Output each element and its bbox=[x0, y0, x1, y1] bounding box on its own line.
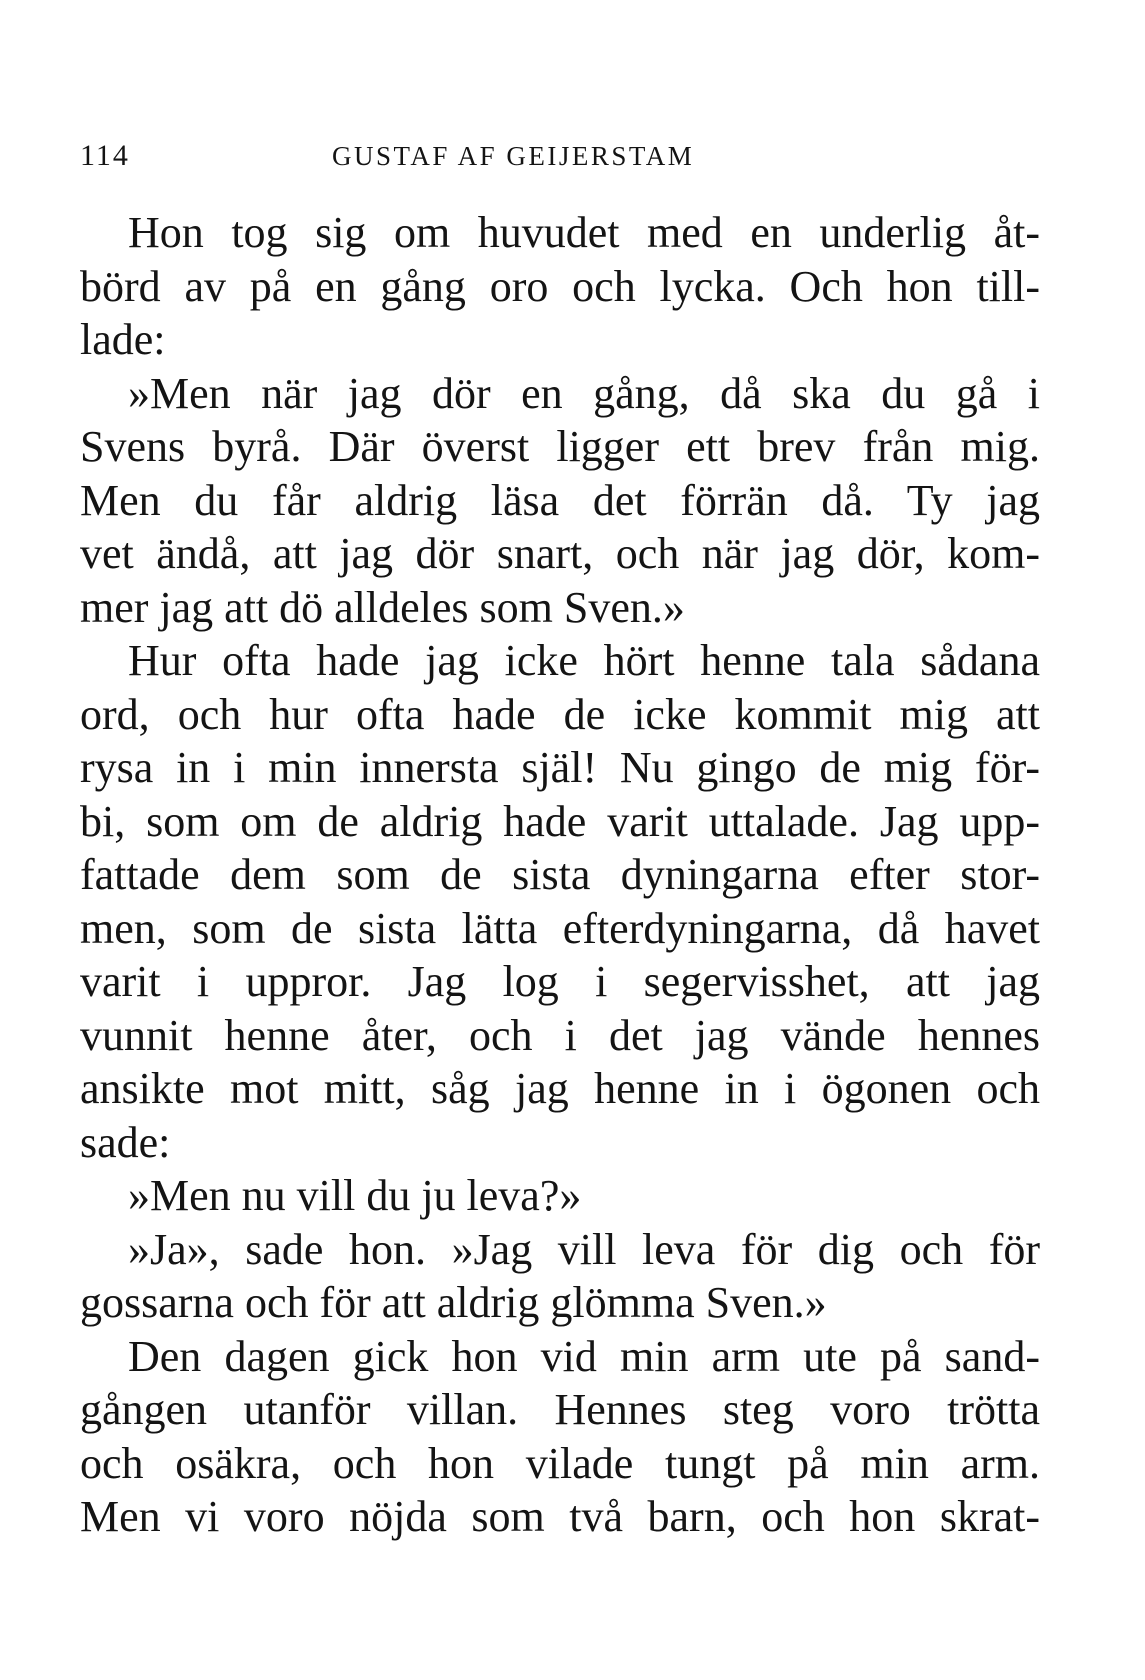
text-line: Men du får aldrig läsa det förrän då. Ty jag bbox=[80, 475, 1040, 525]
text-line: bi, som om de aldrig hade varit uttalade. Jag upp- bbox=[80, 796, 1040, 846]
text-line: rysa in i min innersta själ! Nu gingo de mig för- bbox=[80, 743, 1040, 792]
text-line: gossarna och för att aldrig glömma Sven.» bbox=[80, 1278, 827, 1327]
text-line: börd av på en gång oro och lycka. Och hon till- bbox=[80, 261, 1040, 311]
text-line: Den dagen gick hon vid min arm ute på sand- bbox=[128, 1331, 1040, 1381]
text-line: varit i uppror. Jag log i segervisshet, att jag bbox=[80, 957, 1040, 1006]
text-line: sade: bbox=[80, 1117, 171, 1167]
text-line: mer jag att dö alldeles som Sven.» bbox=[80, 582, 685, 632]
running-head bbox=[80, 136, 1040, 176]
text-line: »Men nu vill du ju leva?» bbox=[128, 1171, 582, 1220]
text-line: vunnit henne åter, och i det jag vände hennes bbox=[80, 1010, 1040, 1060]
running-title: GUSTAF AF GEIJERSTAM bbox=[332, 141, 695, 171]
text-line: Hon tog sig om huvudet med en underlig åt- bbox=[128, 208, 1040, 257]
text-line: »Men när jag dör en gång, då ska du gå i bbox=[128, 368, 1040, 418]
page-number: 114 bbox=[80, 139, 130, 172]
text-line: och osäkra, och hon vilade tungt på min arm. bbox=[80, 1438, 1040, 1488]
text-line: men, som de sista lätta efterdyningarna, då havet bbox=[80, 903, 1040, 953]
text-line: Hur ofta hade jag icke hört henne tala sådana bbox=[128, 636, 1040, 685]
text-line: lade: bbox=[80, 315, 166, 364]
text-line: gången utanför villan. Hennes steg voro trötta bbox=[80, 1385, 1040, 1434]
text-line: »Ja», sade hon. »Jag vill leva för dig och för bbox=[128, 1224, 1040, 1274]
text-line: Svens byrå. Där överst ligger ett brev från mig. bbox=[80, 422, 1040, 471]
text-line: Men vi voro nöjda som två barn, och hon skrat- bbox=[80, 1492, 1040, 1541]
text-line: fattade dem som de sista dyningarna efter stor- bbox=[80, 850, 1040, 899]
text-line: ansikte mot mitt, såg jag henne in i ögonen och bbox=[80, 1064, 1040, 1113]
text-line: ord, och hur ofta hade de icke kommit mig att bbox=[80, 689, 1040, 739]
body-text bbox=[80, 206, 1040, 1544]
text-line: vet ändå, att jag dör snart, och när jag dör, kom- bbox=[80, 529, 1040, 578]
